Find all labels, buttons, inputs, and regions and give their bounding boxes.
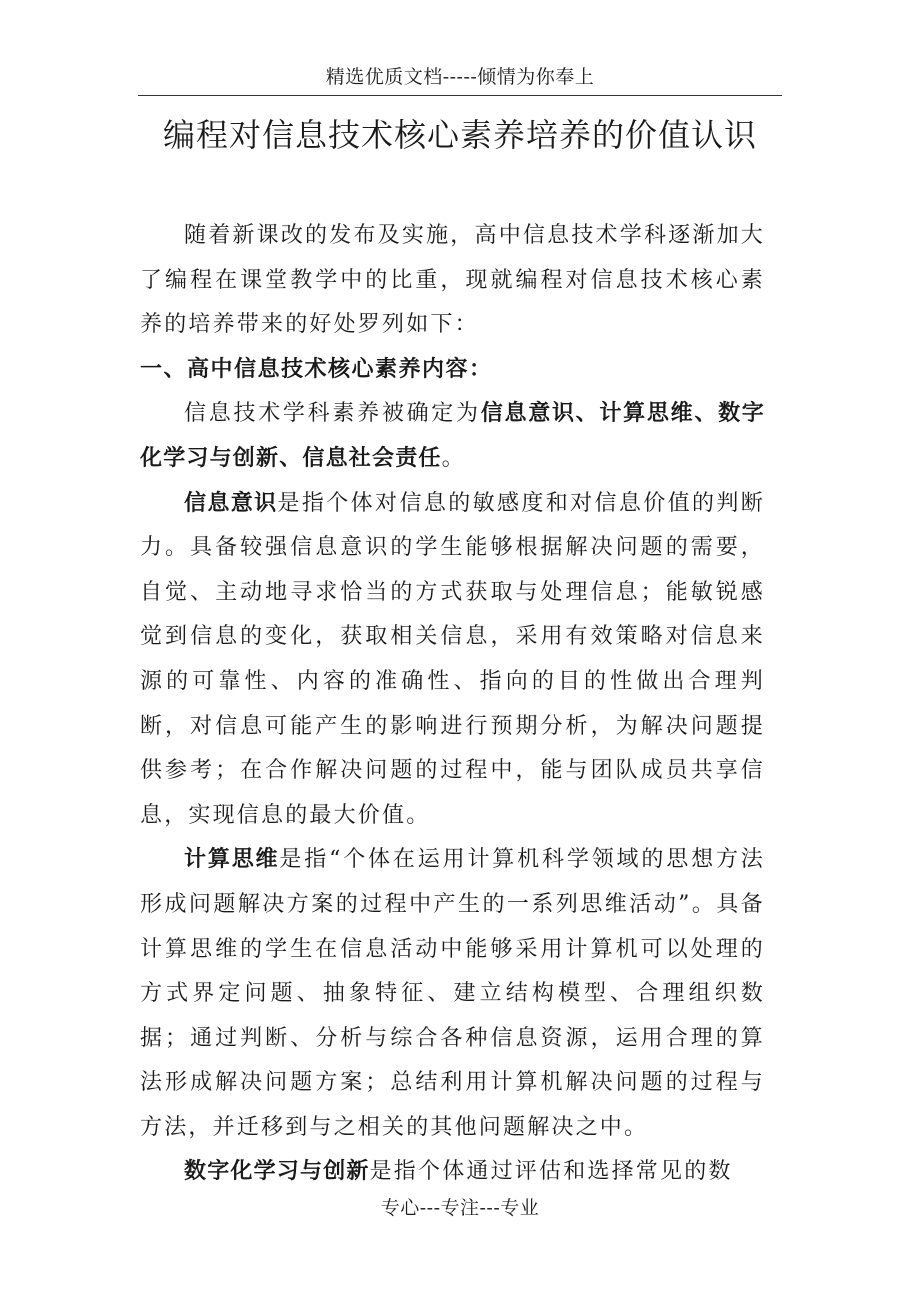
document-title: 编程对信息技术核心素养培养的价值认识 [162,116,757,154]
literacy-lead-text: 信息技术学科素养被确定为 [184,401,481,427]
info-awareness-text: 是指个体对信息的敏感度和对信息价值的判断力。具备较强信息意识的学生能够根据解决问题的需要，自觉、主动地寻求恰当的方式获取与处理信息；能敏锐感觉到信息的变化，获取相关信息，采用有效策略对信息来源的可靠性、内容的准确性、指向的目的性做出合理判断，对信息可能产生的影响进行预期分析，为解决问题提供参考；在合作解决问题的过程中，能与团队成员共享信息，实现信息的最大价值。 [140,490,765,828]
intro-paragraph: 随着新课改的发布及实施，高中信息技术学科逐渐加大了编程在课堂教学中的比重，现就编程对信息技术核心素养的培养带来的好处罗列如下： [140,223,765,338]
page-header: 精选优质文档-----倾情为你奉上 [325,66,595,88]
section-heading: 一、高中信息技术核心素养内容： [140,356,493,382]
literacy-lead-end: 。 [441,445,466,471]
computational-thinking-term: 计算思维 [184,847,280,873]
computational-thinking-paragraph [140,838,765,1150]
digital-learning-paragraph [140,1150,765,1195]
page-footer: 专心---专注---专业 [380,1197,540,1219]
header-divider [138,95,782,96]
document-body [140,214,765,1195]
literacy-definition-paragraph [140,392,765,481]
literacy-elements: 信息意识、计算思维、数字化学习与创新、信息社会责任 [140,401,765,471]
digital-learning-term: 数字化学习与创新 [184,1159,370,1185]
info-awareness-term: 信息意识 [184,490,278,516]
computational-thinking-text: 是指“个体在运用计算机科学领域的思想方法形成问题解决方案的过程中产生的一系列思维活动”。具备计算思维的学生在信息活动中能够采用计算机可以处理的方式界定问题、抽象特征、建立结构模型、合理组织数据；通过判断、分析与综合各种信息资源，运用合理的算法形成解决问题方案；总结利用计算机解决问题的过程与方法，并迁移到与之相关的其他问题解决之中。 [140,847,765,1140]
info-awareness-paragraph [140,482,765,839]
digital-learning-text: 是指个体通过评估和选择常见的数 [369,1159,733,1185]
